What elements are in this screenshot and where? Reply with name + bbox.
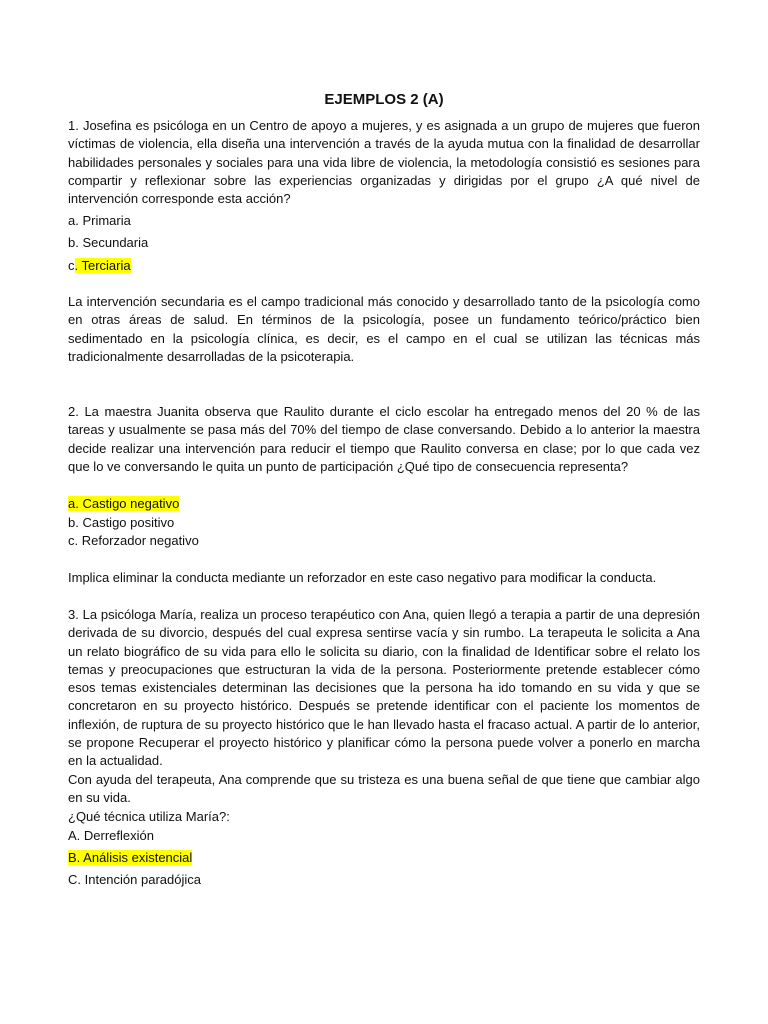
question-3-text-2: Con ayuda del terapeuta, Ana comprende que su tristeza es una buena señal de que tiene que cambiar algo en su vida.: [68, 772, 700, 806]
q1-option-c-highlight: . Terciaria: [74, 258, 131, 273]
q2-option-b: b. Castigo positivo: [68, 515, 175, 530]
q1-option-c-prefix: c: [68, 258, 75, 273]
q2-explanation: Implica eliminar la conducta mediante un reforzador en este caso negativo para modificar la conducta.: [68, 570, 657, 585]
q1-explanation: La intervención secundaria es el campo tradicional más conocido y desarrollado tanto de la psicología como en otras áreas de salud. En términos de la psicología, posee un fundamento teórico/práctico bien sedimentado en la psicología clínica, es decir, es el campo en el cual se utilizan las técnicas más tradicionalmente desarrolladas de la psicoterapia.: [68, 294, 700, 364]
question-1-text: 1. Josefina es psicóloga en un Centro de apoyo a mujeres, y es asignada a un grupo de mujeres que fueron víctimas de violencia, ella diseña una intervención a través de la ayuda mutua con la finalidad de desarrollar habilidades personales y sociales para una vida libre de violencia, la metodología consistió es sesiones para compartir y reflexionar sobre las experiencias organizadas y dirigidas por el grupo ¿A qué nivel de intervención corresponde esta acción?: [68, 118, 700, 207]
q3-option-a: A. Derreflexión: [68, 828, 154, 843]
q1-option-a: a. Primaria: [68, 213, 131, 228]
q2-option-a-highlight: a. Castigo negativo: [68, 496, 180, 511]
q3-option-c: C. Intención paradójica: [68, 872, 201, 887]
q2-option-c: c. Reforzador negativo: [68, 533, 199, 548]
question-3-prompt: ¿Qué técnica utiliza María?:: [68, 809, 230, 824]
question-2-text: 2. La maestra Juanita observa que Raulito durante el ciclo escolar ha entregado menos del 20 % de las tareas y usualmente se pasa más del 70% del tiempo de clase conversando. Debido a lo anterior la maestra decide realizar una intervención para reducir el tiempo que Raulito conversa en clase; por lo que cada vez que lo ve conversando le quita un punto de participación ¿Qué tipo de consecuencia representa?: [68, 404, 700, 474]
q1-option-c: [68, 257, 700, 275]
q3-option-b-highlight: B. Análisis existencial: [68, 850, 193, 865]
q2-option-a: [68, 495, 700, 513]
page-title: EJEMPLOS 2 (A): [324, 91, 444, 108]
q1-option-b: b. Secundaria: [68, 235, 149, 250]
q3-option-b: [68, 849, 700, 867]
question-3-text: 3. La psicóloga María, realiza un proceso terapéutico con Ana, quien llegó a terapia a partir de una depresión derivada de su divorcio, después del cual expresa sentirse vacía y sin rumbo. La terapeuta le solicita a Ana un relato biográfico de su vida para ello le solicita su diario, con la finalidad de Identificar sobre el relato los temas y preocupaciones que estructuran la vida de la persona. Posteriormente pretende establecer cómo esos temas existenciales determinan las decisiones que la persona ha ido tomando en su vida y que se concretaron en su proyecto histórico. Después se pretende identificar con el paciente los momentos de inflexión, de ruptura de su proyecto histórico que le han llevado hasta el fracaso actual. A partir de lo anterior, se propone Recuperar el proyecto histórico y planificar cómo la persona puede volver a ponerlo en marcha en la actualidad.: [68, 607, 700, 769]
